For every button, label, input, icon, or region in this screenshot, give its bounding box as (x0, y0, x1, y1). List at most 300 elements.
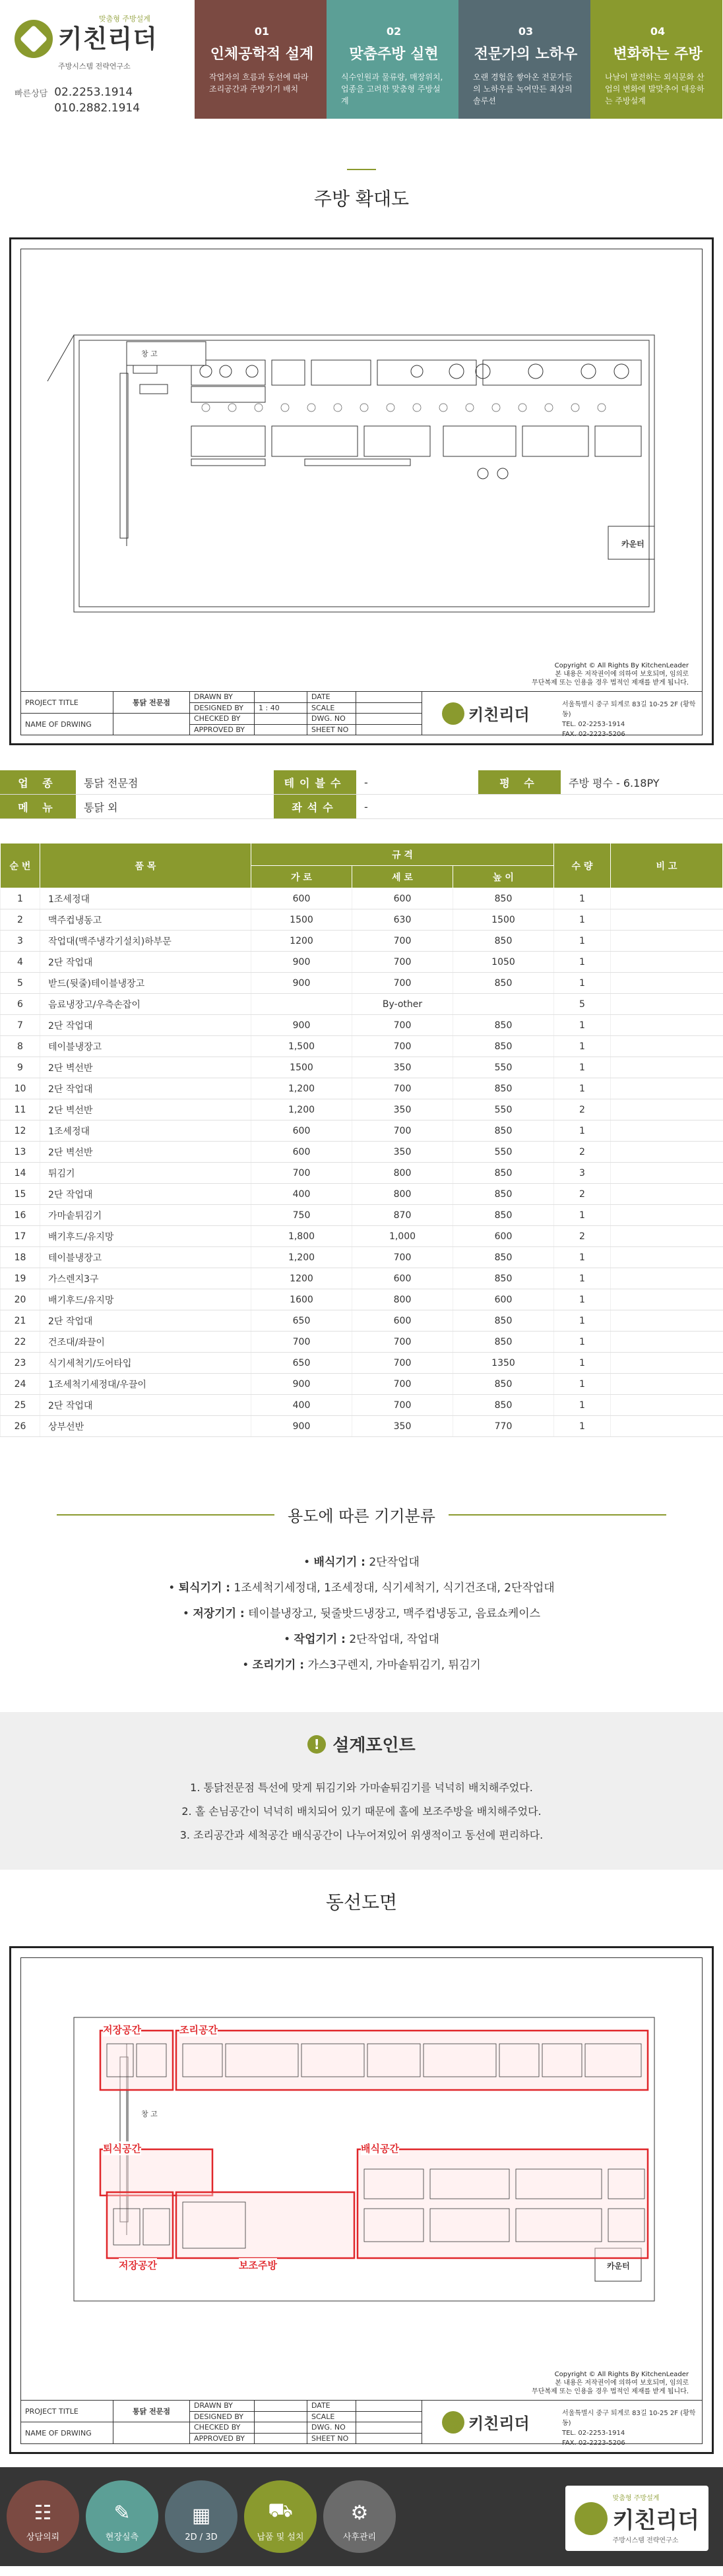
table-cell: 1 (554, 1353, 611, 1374)
table-cell: 1 (554, 931, 611, 952)
project-info (0, 770, 723, 819)
table-cell: 350 (352, 1142, 453, 1163)
th-qty: 수 량 (554, 843, 611, 888)
classify-title (0, 1503, 723, 1526)
table-cell: 1 (554, 952, 611, 973)
logo-mark-icon (442, 2411, 464, 2434)
table-cell: 1조세척기세정대/우끌이 (40, 1374, 251, 1395)
table-cell: 1 (554, 1247, 611, 1268)
classify-title-text: 용도에 따른 기기분류 (288, 1507, 435, 1525)
table-cell: 배기후드/유지망 (40, 1289, 251, 1310)
table-cell: 900 (251, 1416, 352, 1437)
counter-label: 카운터 (607, 2261, 630, 2271)
equipment-table (0, 843, 723, 1437)
zone-storage-2: 저장공간 (119, 2259, 157, 2271)
table-cell: 1350 (453, 1353, 554, 1374)
storage-label: 창 고 (141, 2110, 158, 2118)
table-cell: 2단 작업대 (40, 1078, 251, 1099)
table-cell: 9 (1, 1057, 40, 1078)
table-cell-note (611, 1205, 723, 1226)
table-cell: 600 (352, 1268, 453, 1289)
footer-logo-tag: 맞춤형 주방설계 (612, 2495, 660, 2502)
drawing-sheet (20, 1957, 703, 2447)
table-cell: 750 (251, 1205, 352, 1226)
table-row (1, 1268, 723, 1289)
table-cell: 작업대(맥주냉각기설치)하부문 (40, 931, 251, 952)
table-cell: 1 (554, 1205, 611, 1226)
table-cell: 600 (352, 1310, 453, 1332)
table-cell: 850 (453, 1310, 554, 1332)
table-cell: 400 (251, 1395, 352, 1416)
classify-cooking: • 조리기기 : 가스3구렌지, 가마솥튀김기, 튀김기 (242, 1659, 481, 1672)
table-cell: 600 (453, 1289, 554, 1310)
table-cell: 1 (554, 888, 611, 909)
table-cell-note (611, 1184, 723, 1205)
table-cell: 700 (352, 952, 453, 973)
table-cell: 850 (453, 1184, 554, 1205)
th-note: 비 고 (611, 843, 723, 888)
blueprint-icon: ▦ (191, 2504, 211, 2527)
classify-serving: • 배식기기 : 2단작업대 (303, 1556, 420, 1569)
feature-desc: 식수인원과 물류량, 매장위치, 업종을 고려한 맞춤형 주방설계 (341, 73, 443, 106)
table-cell: 6 (1, 994, 40, 1015)
table-cell: 800 (352, 1163, 453, 1184)
table-cell: 2 (554, 1142, 611, 1163)
table-cell: 13 (1, 1142, 40, 1163)
table-cell: 850 (453, 1036, 554, 1057)
table-cell: 10 (1, 1078, 40, 1099)
table-row (1, 1099, 723, 1120)
table-cell-note (611, 1226, 723, 1247)
feature-desc: 작업자의 흐름과 동선에 따라 조리공간과 주방기기 배치 (209, 73, 309, 94)
tb-name-label: NAME OF DRWING (25, 720, 92, 729)
table-cell: 770 (453, 1416, 554, 1437)
th-height: 높 이 (453, 866, 554, 888)
table-cell: 1 (554, 1416, 611, 1437)
table-cell: 700 (352, 1395, 453, 1416)
table-row (1, 1120, 723, 1142)
table-cell: 2단 작업대 (40, 952, 251, 973)
table-cell: 24 (1, 1374, 40, 1395)
design-point-3: 3. 조리공간과 세척공간 배식공간이 나누어져있어 위생적이고 동선에 편리하다. (179, 1829, 544, 1841)
table-cell: 1,000 (352, 1226, 453, 1247)
process-aftercare[interactable]: ⚙ 사후관리 (323, 2480, 396, 2553)
zone-storage-1: 저장공간 (103, 2024, 141, 2036)
table-cell-note (611, 1163, 723, 1184)
table-cell-note (611, 952, 723, 973)
feature-desc: 나날이 발전하는 외식문화 산업의 변화에 발맞추어 대응하는 주방설계 (605, 73, 705, 106)
table-row (1, 1142, 723, 1163)
table-cell-note (611, 1332, 723, 1353)
table-cell: 900 (251, 1015, 352, 1036)
table-cell: 11 (1, 1099, 40, 1120)
table-cell-note (611, 1120, 723, 1142)
table-cell: 식기세척기/도어타입 (40, 1353, 251, 1374)
table-cell: 1 (554, 1078, 611, 1099)
seat-label: 좌석수 (274, 795, 356, 818)
brand-tag-bottom: 주방시스템 전략연구소 (58, 62, 131, 71)
table-row (1, 931, 723, 952)
classify-work: • 작업기기 : 2단작업대, 작업대 (284, 1633, 439, 1646)
table-row (1, 1416, 723, 1437)
table-cell: 1 (554, 1310, 611, 1332)
tb-project-label: PROJECT TITLE (21, 692, 113, 714)
table-cell: 850 (453, 1078, 554, 1099)
table-cell: 1,200 (251, 1247, 352, 1268)
table-cell: 800 (352, 1289, 453, 1310)
table-row (1, 1036, 723, 1057)
design-point-1: 1. 통닭전문점 특선에 맞게 튀김기와 가마솥튀김기를 넉넉히 배치해주었다. (190, 1781, 533, 1794)
table-cell: 2단 작업대 (40, 1015, 251, 1036)
table-row (1, 888, 723, 909)
classify-dish: • 퇴식기기 : 1조세척기세정대, 1조세정대, 식기세척기, 식기건조대, 2단작업대 (168, 1581, 555, 1595)
zone-sub-kitchen: 보조주방 (239, 2259, 277, 2271)
table-cell-note (611, 1078, 723, 1099)
table-cell-note (611, 1289, 723, 1310)
footer-logo[interactable] (565, 2486, 708, 2551)
table-cell: 1,200 (251, 1099, 352, 1120)
table-cell-note (611, 973, 723, 994)
table-row (1, 1310, 723, 1332)
section-title-text: 동선도면 (325, 1891, 398, 1913)
table-cell: 700 (352, 1015, 453, 1036)
table-cell: 2 (554, 1184, 611, 1205)
table-cell: 700 (352, 1120, 453, 1142)
zone-dish: 퇴식공간 (103, 2143, 141, 2155)
brand-tag-top: 맞춤형 주방설계 (99, 15, 150, 23)
table-row (1, 1247, 723, 1268)
table-cell: 7 (1, 1015, 40, 1036)
table-cell: 600 (251, 1142, 352, 1163)
table-cell: 850 (453, 1163, 554, 1184)
classify-storage: • 저장기기 : 테이블냉장고, 뒷줄밧드냉장고, 맥주컵냉동고, 음료쇼케이스 (182, 1607, 541, 1620)
menu-label: 메 뉴 (0, 795, 76, 818)
feature-num: 01 (254, 25, 270, 38)
table-cell: 1 (554, 1332, 611, 1353)
table-row (1, 973, 723, 994)
table-label: 테이블수 (274, 770, 356, 794)
table-cell: 2 (1, 909, 40, 931)
table-cell: 2 (554, 1226, 611, 1247)
feature-title: 전문가의 노하우 (474, 46, 578, 63)
brand-logo[interactable] (15, 20, 183, 58)
contact-block (15, 84, 183, 116)
table-cell: 850 (453, 1247, 554, 1268)
table-row (1, 1395, 723, 1416)
table-cell: 700 (352, 1374, 453, 1395)
tb-logo: 키친리더 (422, 2401, 557, 2443)
table-cell: 600 (453, 1226, 554, 1247)
zone-serving: 배식공간 (361, 2143, 399, 2155)
table-cell: 15 (1, 1184, 40, 1205)
process-install[interactable]: ⛟ 납품 및 설치 (244, 2480, 317, 2553)
menu-value: 통닭 외 (84, 801, 118, 814)
process-measure[interactable]: ✎ 현장실측 (86, 2480, 158, 2553)
title-block: PROJECT TITLE NAME OF DRWING 통닭 전문점 DRAWN BY DESIGNED BY CHECKED BY APPROVED BY DATE SCALE DWG. NO SHEET NO 키친리더 서울특별시 중구 퇴계로 83길 10-25 2F (황학동) TEL. 02-2253-1914 FAX. 02-2223-5206 (21, 2400, 702, 2443)
table-cell-note (611, 1374, 723, 1395)
table-cell: 1 (554, 1057, 611, 1078)
brand-block (0, 0, 195, 119)
table-cell: 21 (1, 1310, 40, 1332)
table-cell: 19 (1, 1268, 40, 1289)
table-row (1, 1057, 723, 1078)
table-cell: 1500 (251, 909, 352, 931)
table-cell: 700 (352, 1078, 453, 1099)
table-cell: 맥주컵냉동고 (40, 909, 251, 931)
biz-label: 업 종 (0, 770, 76, 794)
table-cell: 4 (1, 952, 40, 973)
table-cell: 2단 작업대 (40, 1310, 251, 1332)
feature-title: 맞춤주방 실현 (349, 46, 439, 63)
table-cell: 850 (453, 973, 554, 994)
table-cell: 1500 (251, 1057, 352, 1078)
tb-logo-text: 키친리더 (468, 705, 530, 724)
table-row (1, 909, 723, 931)
ruler-icon: ✎ (113, 2501, 131, 2525)
footer-logo-name: 키친리더 (612, 2507, 699, 2534)
table-cell: 17 (1, 1226, 40, 1247)
title-block: PROJECT TITLE NAME OF DRWING 통닭 전문점 DRAWN BY DESIGNED BY CHECKED BY APPROVED BY 1 : 40 DATE SCALE DWG. NO SHEET NO 키친리더 서울특별시 중구 퇴계로 83길 10-25 2F (황학동) TEL. 02-2253-1914 FAX. 02-2223-5206 (21, 691, 702, 735)
table-cell: 1 (554, 1374, 611, 1395)
seat-value: - (364, 800, 368, 813)
table-cell-note (611, 1142, 723, 1163)
table-cell: 550 (453, 1057, 554, 1078)
th-depth: 세 로 (352, 866, 453, 888)
feature-num: 03 (518, 25, 534, 38)
phone-1[interactable]: 02.2253.1914 (54, 86, 133, 99)
brand-name: 키친리더 (58, 24, 158, 53)
table-cell: 1 (554, 909, 611, 931)
table-row (1, 1374, 723, 1395)
table-row (1, 1289, 723, 1310)
table-row (1, 1226, 723, 1247)
table-cell: 가스렌지3구 (40, 1268, 251, 1289)
table-value: - (364, 776, 368, 789)
logo-mark-icon (442, 702, 464, 725)
table-row (1, 1332, 723, 1353)
feature-4 (590, 0, 722, 119)
footer (0, 2467, 723, 2566)
table-cell: 850 (453, 931, 554, 952)
table-cell: 600 (251, 1120, 352, 1142)
table-cell: 700 (352, 973, 453, 994)
table-cell: 테이블냉장고 (40, 1247, 251, 1268)
table-cell: 2단 벽선반 (40, 1142, 251, 1163)
feature-num: 04 (650, 25, 666, 38)
process-design[interactable]: ▦ 2D / 3D (165, 2480, 237, 2553)
table-cell: 1600 (251, 1289, 352, 1310)
table-cell-note (611, 888, 723, 909)
table-cell: 400 (251, 1184, 352, 1205)
table-cell-note (611, 931, 723, 952)
design-point-2: 2. 홀 손님공간이 넉넉히 배치되어 있기 때문에 홀에 보조주방을 배치해주었다. (181, 1805, 542, 1818)
table-cell: 650 (251, 1310, 352, 1332)
th-item: 품 목 (40, 843, 251, 888)
table-cell: 23 (1, 1353, 40, 1374)
table-cell-note (611, 1310, 723, 1332)
table-row (1, 1163, 723, 1184)
feature-3 (458, 0, 590, 119)
table-cell: 630 (352, 909, 453, 931)
table-cell: 700 (352, 931, 453, 952)
section-title-floorplan (0, 169, 723, 211)
table-cell: 1조세정대 (40, 1120, 251, 1142)
table-cell: 600 (251, 888, 352, 909)
table-cell: 900 (251, 952, 352, 973)
table-cell: 700 (352, 1353, 453, 1374)
table-cell-note (611, 1057, 723, 1078)
table-cell: 22 (1, 1332, 40, 1353)
table-cell: 850 (453, 1395, 554, 1416)
table-cell: 350 (352, 1416, 453, 1437)
table-cell: 배기후드/유지망 (40, 1226, 251, 1247)
section-title-text: 주방 확대도 (313, 188, 410, 210)
table-cell-note (611, 1015, 723, 1036)
table-cell: 1 (554, 973, 611, 994)
table-cell: 1 (554, 1120, 611, 1142)
header (0, 0, 723, 119)
logo-mark-icon (575, 2502, 608, 2535)
table-cell: 12 (1, 1120, 40, 1142)
table-row (1, 1078, 723, 1099)
feature-desc: 오랜 경험을 쌓아온 전문가들의 노하우를 녹여만든 최상의 솔루션 (473, 73, 573, 106)
exclamation-icon: ! (307, 1735, 326, 1754)
th-width: 가 로 (251, 866, 352, 888)
table-cell: 2단 작업대 (40, 1184, 251, 1205)
table-cell: 8 (1, 1036, 40, 1057)
table-cell: 1 (554, 1036, 611, 1057)
table-cell: 1200 (251, 1268, 352, 1289)
table-cell-note (611, 1353, 723, 1374)
tb-address: 서울특별시 중구 퇴계로 83길 10-25 2F (황학동) TEL. 02-2253-1914 FAX. 02-2223-5206 (562, 2410, 696, 2447)
section-title-flow (0, 1888, 723, 1915)
table-cell: 900 (251, 1374, 352, 1395)
table-cell: 5 (554, 994, 611, 1015)
table-cell: 700 (352, 1036, 453, 1057)
table-cell: 700 (251, 1163, 352, 1184)
table-cell-note (611, 994, 723, 1015)
th-spec: 규 격 (251, 843, 554, 866)
table-cell-note (611, 1099, 723, 1120)
table-cell: 850 (453, 1374, 554, 1395)
table-cell: 1 (1, 888, 40, 909)
copyright-note: Copyright © All Rights By KitchenLeader 본 내용은 저작권이에 의하여 보호되며, 임의로 무단복제 또는 인용을 경우 법적인 제재를 받게 됩니다. (532, 2371, 689, 2395)
table-cell: 850 (453, 888, 554, 909)
table-cell: 1 (554, 1015, 611, 1036)
table-cell: 20 (1, 1289, 40, 1310)
table-cell: 600 (352, 888, 453, 909)
table-cell: 550 (453, 1142, 554, 1163)
wrench-icon: ⚙ (350, 2501, 369, 2525)
th-no: 순 번 (1, 843, 40, 888)
table-cell: 1 (554, 1289, 611, 1310)
table-cell: 700 (352, 1247, 453, 1268)
feature-num: 02 (386, 25, 402, 38)
equipment-table-body (1, 888, 723, 1437)
table-cell-note (611, 1268, 723, 1289)
table-cell: 테이블냉장고 (40, 1036, 251, 1057)
table-cell: By-other (352, 994, 453, 1015)
table-cell: 18 (1, 1247, 40, 1268)
floorplan-svg (21, 249, 707, 685)
tb-logo (422, 692, 557, 735)
table-cell: 700 (251, 1332, 352, 1353)
feature-2 (327, 0, 458, 119)
tb-address: 서울특별시 중구 퇴계로 83길 10-25 2F (황학동) TEL. 02-2253-1914 FAX. 02-2223-5206 (562, 701, 696, 738)
table-cell: 1 (554, 1395, 611, 1416)
table-cell: 2단 벽선반 (40, 1057, 251, 1078)
logo-mark-icon (15, 20, 53, 58)
table-cell: 350 (352, 1099, 453, 1120)
table-cell: 850 (453, 1205, 554, 1226)
table-cell: 26 (1, 1416, 40, 1437)
table-row (1, 994, 723, 1015)
table-cell: 870 (352, 1205, 453, 1226)
table-cell: 1,500 (251, 1036, 352, 1057)
table-cell: 5 (1, 973, 40, 994)
classify-list (0, 1552, 723, 1675)
table-cell: 1050 (453, 952, 554, 973)
phone-2[interactable]: 010.2882.1914 (54, 102, 141, 115)
table-cell (453, 994, 554, 1015)
truck-icon: ⛟ (268, 2499, 293, 2522)
rule-left (57, 1514, 274, 1516)
table-cell: 상부선반 (40, 1416, 251, 1437)
clipboard-icon: ☷ (34, 2501, 52, 2525)
table-row (1, 1205, 723, 1226)
table-cell: 받드(뒷줄)테이블냉장고 (40, 973, 251, 994)
process-consult[interactable]: ☷ 상담의뢰 (7, 2480, 79, 2553)
contact-label: 빠른상담 (15, 89, 48, 99)
table-cell-note (611, 1395, 723, 1416)
table-cell: 1500 (453, 909, 554, 931)
area-label: 평 수 (478, 770, 561, 794)
table-cell: 튀김기 (40, 1163, 251, 1184)
table-cell: 700 (352, 1332, 453, 1353)
table-cell: 1조세정대 (40, 888, 251, 909)
table-cell: 1,200 (251, 1078, 352, 1099)
flow-drawing (9, 1946, 714, 2454)
copyright-note: Copyright © All Rights By KitchenLeader 본 내용은 저작권이에 의하여 보호되며, 임의로 무단복제 또는 인용을 경우 법적인 제재를 받게 됩니다. (532, 662, 689, 687)
table-cell: 2단 작업대 (40, 1395, 251, 1416)
table-cell: 800 (352, 1184, 453, 1205)
tb-project-title: 통닭 전문점 (113, 692, 189, 714)
table-cell: 1,800 (251, 1226, 352, 1247)
table-cell: 14 (1, 1163, 40, 1184)
table-cell: 음료냉장고/우측손잡이 (40, 994, 251, 1015)
table-cell: 가마솥튀김기 (40, 1205, 251, 1226)
table-cell-note (611, 1416, 723, 1437)
table-cell: 1 (554, 1268, 611, 1289)
table-cell: 850 (453, 1015, 554, 1036)
table-cell: 350 (352, 1057, 453, 1078)
design-points (0, 1712, 723, 1870)
table-row (1, 1353, 723, 1374)
table-cell: 900 (251, 973, 352, 994)
table-row (1, 952, 723, 973)
drawing-sheet (20, 249, 703, 738)
feature-title: 인체공학적 설계 (210, 46, 314, 63)
table-cell: 850 (453, 1268, 554, 1289)
table-cell: 건조대/좌끌이 (40, 1332, 251, 1353)
table-cell: 850 (453, 1332, 554, 1353)
table-cell: 2단 벽선반 (40, 1099, 251, 1120)
table-cell: 3 (554, 1163, 611, 1184)
table-cell-note (611, 1036, 723, 1057)
counter-label: 카운터 (621, 539, 644, 549)
kitchen-drawing (9, 237, 714, 745)
rule-right (449, 1514, 666, 1516)
